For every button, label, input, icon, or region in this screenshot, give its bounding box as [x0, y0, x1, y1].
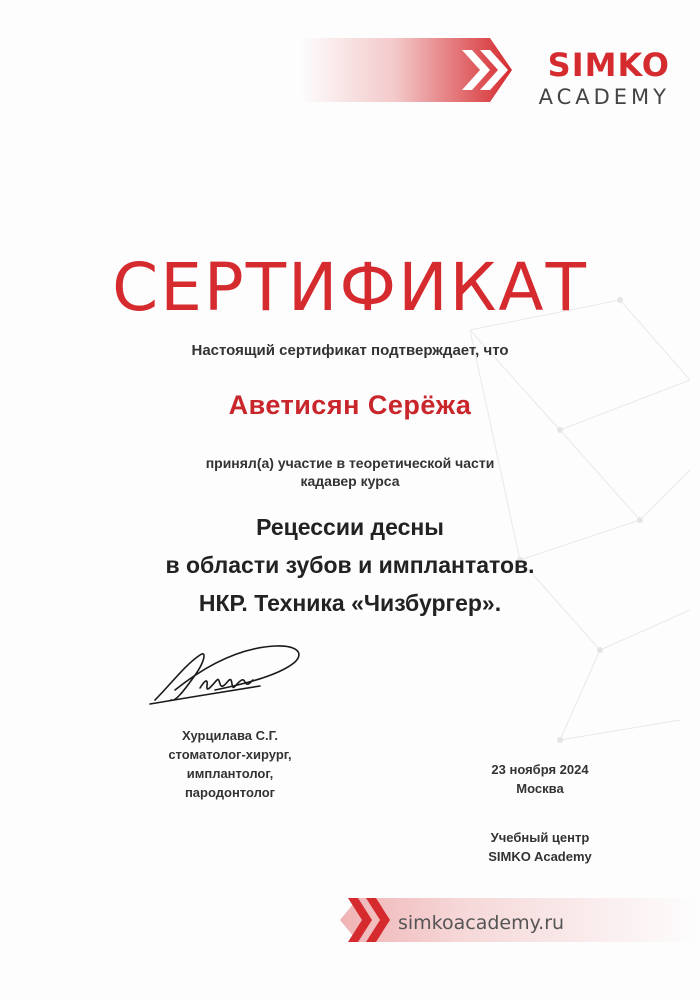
course-line: Рецессии десны [256, 514, 444, 540]
simko-academy-logo [539, 48, 670, 110]
participation-line: кадавер курса [300, 473, 400, 489]
date-block [460, 760, 620, 798]
logo-sub: ACADEMY [538, 85, 670, 109]
signature-icon [145, 640, 310, 715]
issue-date: 23 ноября 2024 [491, 762, 589, 777]
signer-title: имплантолог, [186, 766, 274, 781]
confirm-text: Настоящий сертификат подтверждает, что [191, 342, 509, 359]
issuer-block [460, 828, 620, 866]
participation-line: принял(а) участие в теоретической части [205, 455, 495, 471]
logo-brand: SIMKO [547, 46, 670, 84]
participation-text [0, 454, 700, 490]
website-url: simkoacademy.ru [398, 912, 565, 934]
signer-block [130, 726, 330, 802]
course-title [0, 508, 700, 622]
issue-city: Москва [516, 781, 564, 796]
course-line: в области зубов и имплантатов. [165, 552, 535, 578]
signer-title: пародонтолог [184, 785, 276, 800]
issuer-line: SIMKO Academy [488, 849, 592, 864]
signer-title: стоматолог-хирург, [168, 747, 292, 762]
course-line: НКР. Техника «Чизбургер». [198, 590, 502, 616]
signer-name: Хурцилава С.Г. [182, 728, 278, 743]
certificate-title: СЕРТИФИКАТ [112, 249, 588, 326]
issuer-line: Учебный центр [490, 830, 590, 845]
recipient-name: Аветисян Серёжа [228, 390, 472, 420]
